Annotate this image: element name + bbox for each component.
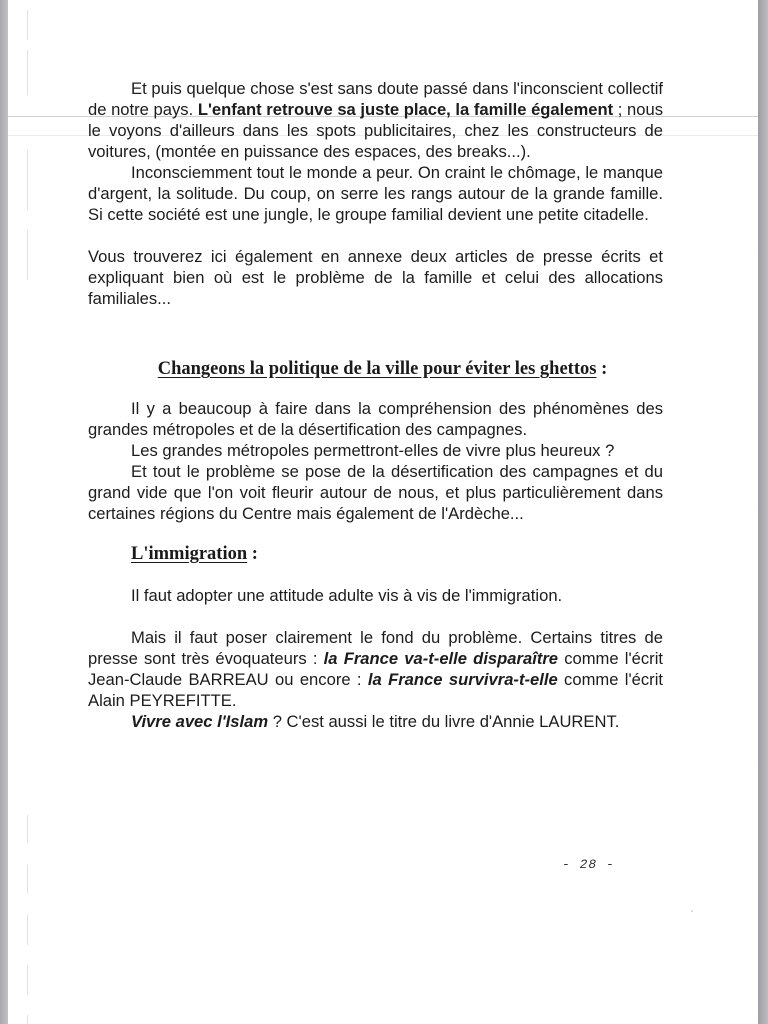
- text-run: comme l'écrit Alain PEYREFITTE.: [88, 670, 663, 710]
- text-run: ; nous le voyons d'ailleurs dans les spots publicitaires, chez les constructeurs de voitures, (montée en puissance des espaces, des breaks...).: [88, 100, 663, 161]
- heading-title: L'immigration: [131, 544, 248, 564]
- page-content: [88, 78, 663, 732]
- viewer-left-edge: [0, 0, 8, 1024]
- bold-italic-text-run: Vivre avec l'Islam: [131, 712, 269, 731]
- heading-suffix: :: [247, 544, 258, 564]
- scan-artifact-mark: [27, 815, 28, 843]
- paragraph: Et tout le problème se pose de la désertification des campagnes et du grand vide que l'on voit fleurir autour de nous, et plus particulièrement dans certaines régions du Centre mais également de l'Ardèche...: [88, 462, 663, 523]
- bold-text-run: L'enfant retrouve sa juste place, la famille également: [197, 100, 614, 119]
- section-heading-immigration: [88, 542, 663, 566]
- text-run: Mais il faut poser clairement le fond du problème. Certains titres de presse sont très évoquateurs :: [88, 628, 663, 668]
- paragraph: Les grandes métropoles permettront-elles de vivre plus heureux ?: [131, 441, 615, 460]
- scan-artifact-mark: [27, 10, 28, 40]
- paragraph: [88, 711, 663, 732]
- bold-italic-text-run: la France survivra-t-elle: [367, 670, 558, 689]
- paragraph: Il y a beaucoup à faire dans la compréhension des phénomènes des grandes métropoles et de la désertification des campagnes.: [88, 399, 663, 439]
- paragraph: Vous trouverez ici également en annexe deux articles de presse écrits et expliquant bien où est le problème de la famille et celui des allocations familiales...: [88, 247, 663, 308]
- scan-artifact-mark: [27, 965, 28, 995]
- scan-artifact-mark: [27, 1015, 28, 1024]
- page-number: - 28 -: [562, 857, 615, 872]
- section-heading-politique-ville: [88, 357, 663, 381]
- scan-artifact-mark: [27, 865, 28, 893]
- paragraph: [88, 627, 663, 711]
- scan-artifact-mark: [27, 230, 28, 280]
- text-run: ? C'est aussi le titre du livre d'Annie LAURENT.: [268, 712, 620, 731]
- paragraph: Il faut adopter une attitude adulte vis à vis de l'immigration.: [131, 586, 563, 605]
- paragraph: Inconsciemment tout le monde a peur. On craint le chômage, le manque d'argent, la solitude. Du coup, on serre les rangs autour de la grande famille. Si cette société est une jungle, le groupe familial devient une petite citadelle.: [88, 163, 663, 224]
- scan-artifact-mark: [27, 915, 28, 945]
- paragraph: [88, 78, 663, 162]
- viewer-right-edge: [758, 0, 768, 1024]
- scan-artifact-mark: [27, 150, 28, 210]
- heading-suffix: :: [596, 359, 608, 379]
- text-run: Et puis quelque chose s'est sans doute passé dans l'inconscient collectif de notre pays.: [88, 79, 663, 119]
- text-run: comme l'écrit Jean-Claude BARREAU ou encore :: [88, 649, 663, 689]
- scan-artifact-mark: [27, 50, 28, 95]
- heading-title: Changeons la politique de la ville pour éviter les ghettos: [157, 359, 597, 379]
- bold-italic-text-run: la France va-t-elle disparaître: [323, 649, 559, 668]
- scan-speck: [691, 910, 693, 912]
